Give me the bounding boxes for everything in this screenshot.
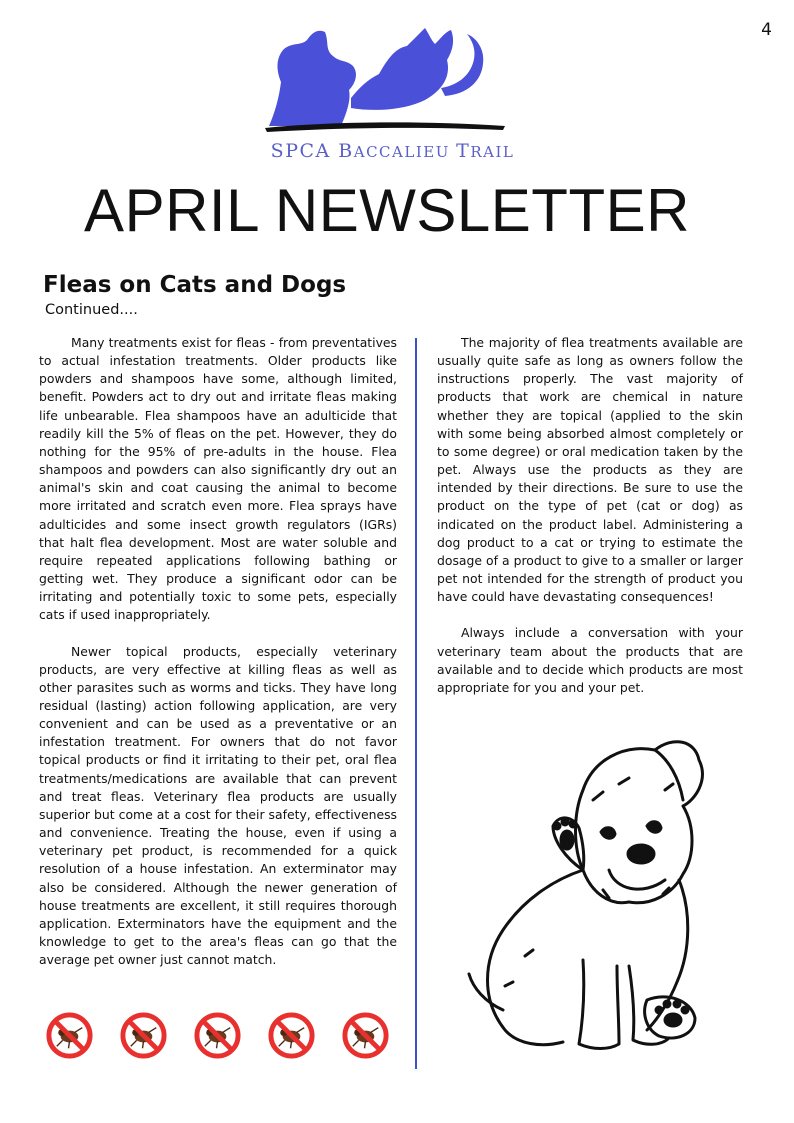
org-name-part: T [456,140,471,162]
page-number: 4 [761,20,772,40]
paragraph: Newer topical products, especially veterinary products, are very effective at killing fleas as well as other parasites such as worms and ticks. They have long residual (lasting) action following application, are very convenient and can be used as a preventative or an infestation treatment. For owners that do not favor topical products or find it irritating to their pet, oral flea treatments/medications are available that can prevent and treat fleas. Veterinary flea products are usually superior but come at a cost for their safety, effectiveness and convenience. Treating the house, even if using a veterinary pet product, is recommended for a quick resolution of a house infestation. An exterminator may also be considered. Although the newer generation of house treatments are excellent, it still requires thorough application. Exterminators have the equipment and the knowledge to get to the area's fleas can go that the average pet owner just cannot match. [39,643,397,968]
scratching-dog-illustration [433,730,763,1060]
paragraph: Many treatments exist for fleas - from preventatives to actual infestation treatments. Older products like powders and shampoos have some, although limited, benefit. Powders act to dry out and irritate fleas making life unbearable. Flea shampoos have an adulticide that readily kill the 5% of fleas on the pet. However, they do nothing for the 95% of pre-adults in the house. Flea shampoos and powders can also significantly dry out an animal's skin and coat causing the animal to become more irritated and scratch even more. Flea sprays have adulticides and some insect growth regulators (IGRs) that halt flea development. Most are water soluble and require repeated applications following bathing or getting wet. They produce a significant odor can be irritating and potentially toxic to some pets, especially cats if used inappropriately. [39,335,397,623]
org-name-part: SPCA [270,140,339,162]
no-flea-icon [119,1011,168,1060]
right-column [437,334,743,697]
newsletter-title: APRIL NEWSLETTER [84,177,690,244]
no-flea-icon [267,1011,316,1060]
no-flea-icon [45,1011,94,1060]
spca-logo [255,20,530,165]
no-flea-icon-row [45,1011,390,1060]
column-divider [415,338,417,1069]
no-flea-icon [341,1011,390,1060]
org-name-part: RAIL [470,143,515,161]
article-subheading: Continued.... [45,302,138,318]
org-name-part: ACCALIEU [353,143,457,161]
left-column [39,334,397,969]
paragraph: Always include a conversation with your veterinary team about the products that are available and to decide which products are most appropriate for you and your pet. [437,625,743,695]
org-name-part: B [338,140,354,162]
paragraph: The majority of flea treatments available are usually quite safe as long as owners follow the instructions properly. The vast majority of products that work are chemical in nature whether they are topical (applied to the skin with some being absorbed almost completely or to some degree) or oral medication taken by the pet. Always use the products as they are intended by their directions. Be sure to use the product on the type of pet (cat or dog) as indicated on the product label. Administering a dog product to a cat or trying to estimate the dosage of a product to give to a smaller or larger pet not intended for the strength of product you have could have devastating consequences! [437,335,743,605]
organization-name [255,140,530,162]
no-flea-icon [193,1011,242,1060]
cat-and-dog-silhouette-icon [255,20,530,140]
article-heading: Fleas on Cats and Dogs [43,272,347,298]
